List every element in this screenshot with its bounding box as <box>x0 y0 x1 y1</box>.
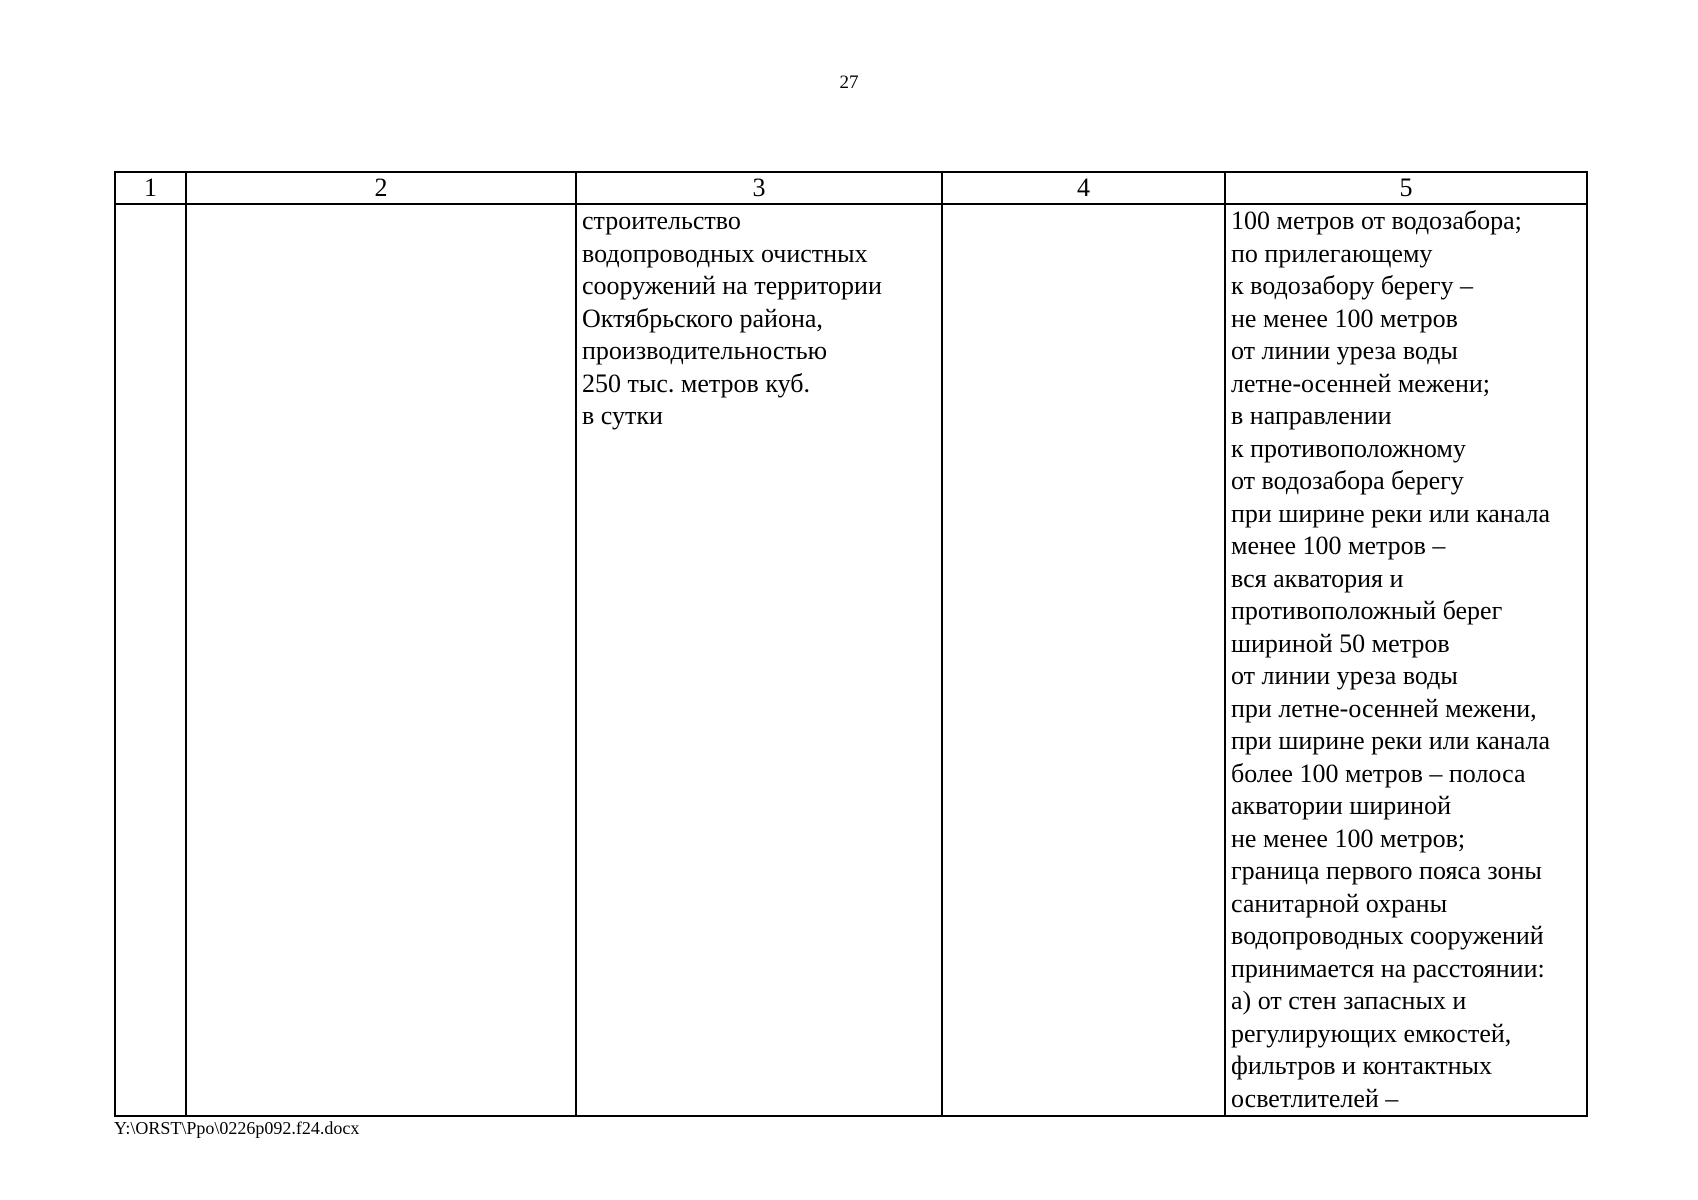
footer-file-path: Y:\ORST\Ppo\0226p092.f24.docx <box>114 1118 360 1138</box>
cell-text-line: фильтров и контактных <box>1231 1051 1492 1080</box>
cell-text-line: шириной 50 метров <box>1231 628 1450 658</box>
cell-text-line: в сутки <box>582 401 663 430</box>
column-header-4: 4 <box>942 172 1225 204</box>
cell-text-line: сооружений на территории <box>582 271 882 300</box>
cell-text-line: к противоположному <box>1231 433 1466 463</box>
cell-text-line: 100 метров от водозабора; <box>1231 206 1522 235</box>
cell-text-line: от линии уреза воды <box>1231 661 1458 690</box>
document-table <box>114 171 1588 1117</box>
cell-text-line: к водозабору берегу – <box>1231 271 1474 300</box>
cell-text-line: от линии уреза воды <box>1231 336 1458 365</box>
cell-text-line: санитарной охраны <box>1231 888 1448 918</box>
column-header-2: 2 <box>186 172 576 204</box>
cell-col-3 <box>576 204 942 1116</box>
cell-text-line: от водозабора берегу <box>1231 466 1464 495</box>
cell-text-line: производительностью <box>582 336 828 365</box>
cell-text-line: менее 100 метров – <box>1231 531 1446 560</box>
table-header-row <box>115 172 1587 204</box>
cell-text-line: водопроводных очистных <box>582 238 868 268</box>
cell-col-2 <box>186 204 576 1116</box>
cell-text-line: по прилегающему <box>1231 238 1433 268</box>
cell-text-line: при ширине реки или канала <box>1231 498 1550 528</box>
cell-text-line: при ширине реки или канала <box>1231 726 1550 755</box>
column-header-5: 5 <box>1225 172 1587 204</box>
cell-text-line: водопроводных сооружений <box>1231 921 1544 950</box>
cell-text-line: не менее 100 метров; <box>1231 823 1466 853</box>
cell-text-line: в направлении <box>1231 401 1392 430</box>
cell-text-line: 250 тыс. метров куб. <box>582 368 810 398</box>
cell-text-line: противоположный берег <box>1231 596 1503 625</box>
cell-text-line: регулирующих емкостей, <box>1231 1018 1512 1048</box>
cell-text-line: граница первого пояса зоны <box>1231 856 1542 885</box>
cell-text-line: а) от стен запасных и <box>1231 986 1467 1015</box>
cell-text-line: Октябрьского района, <box>582 303 823 333</box>
cell-col-4 <box>942 204 1225 1116</box>
cell-text-line: строительство <box>582 206 741 235</box>
page-number: 27 <box>839 72 859 93</box>
cell-text-line: осветлителей – <box>1231 1083 1399 1113</box>
table-row <box>115 204 1587 1116</box>
cell-text-line: более 100 метров – полоса <box>1231 758 1526 788</box>
cell-text-line: акватории шириной <box>1231 791 1451 820</box>
cell-text-line: не менее 100 метров <box>1231 303 1458 333</box>
cell-text-line: летне-осенней межени; <box>1231 368 1491 398</box>
column-header-3: 3 <box>576 172 942 204</box>
cell-col-1 <box>115 204 186 1116</box>
cell-text-line: при летне-осенней межени, <box>1231 693 1537 723</box>
cell-col-5 <box>1225 204 1587 1116</box>
column-header-1: 1 <box>115 172 186 204</box>
cell-text-line: вся акватория и <box>1231 563 1404 593</box>
cell-text-line: принимается на расстоянии: <box>1231 953 1545 983</box>
